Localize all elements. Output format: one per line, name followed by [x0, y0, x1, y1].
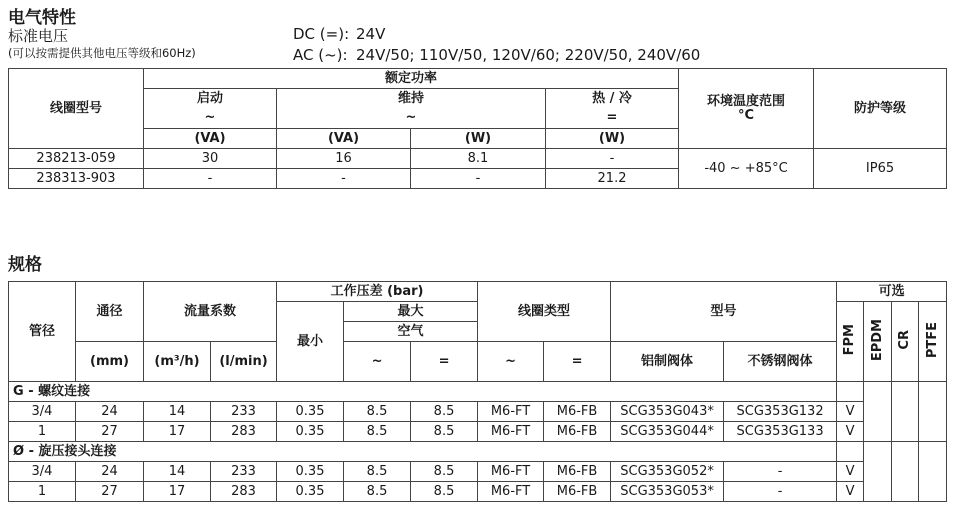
table-cell: 0.35 — [277, 462, 344, 482]
table-cell: SCG353G133 — [724, 422, 837, 442]
coil-dc-symbol: = — [544, 342, 611, 382]
rated-power-header: 额定功率 — [144, 69, 679, 89]
pipe-header: 管径 — [9, 282, 76, 382]
table-cell: - — [546, 149, 679, 169]
table-cell: - — [724, 482, 837, 502]
table-cell: 233 — [211, 402, 277, 422]
table-cell — [837, 382, 864, 402]
group-label: Ø - 旋压接头连接 — [9, 442, 837, 462]
startup-ac-symbol: ~ — [144, 109, 277, 129]
table-cell: M6-FB — [544, 482, 611, 502]
table-cell: M6-FT — [478, 422, 544, 442]
ac-label: AC (~): — [293, 46, 348, 64]
table-cell: 3/4 — [9, 462, 76, 482]
min-header: 最小 — [277, 302, 344, 382]
table-cell: 8.5 — [411, 402, 478, 422]
table-row-model: 238313-903 — [9, 169, 144, 189]
spec-title: 规格 — [8, 255, 42, 275]
electrical-title: 电气特性 — [8, 8, 76, 28]
holding-header: 维持 — [277, 89, 546, 109]
table-cell: 283 — [211, 482, 277, 502]
dc-value: 24V — [356, 25, 386, 43]
table-cell: 8.5 — [344, 402, 411, 422]
table-cell: 24 — [76, 462, 144, 482]
table-cell: 30 — [144, 149, 277, 169]
table-cell — [864, 382, 892, 442]
optional-header: 可选 — [837, 282, 947, 302]
ss-body-header: 不锈钢阀体 — [724, 342, 837, 382]
table-cell: 17 — [144, 422, 211, 442]
table-cell: 8.1 — [411, 149, 546, 169]
bore-header: 通径 — [76, 282, 144, 342]
table-cell: 8.5 — [344, 462, 411, 482]
max-dc-symbol: = — [411, 342, 478, 382]
model-header: 型号 — [611, 282, 837, 342]
table-cell: 0.35 — [277, 402, 344, 422]
table-cell: 0.35 — [277, 422, 344, 442]
table-cell: 1 — [9, 422, 76, 442]
unit-va: (VA) — [277, 129, 411, 149]
table-cell: V — [837, 462, 864, 482]
table-cell: 8.5 — [411, 422, 478, 442]
max-header: 最大 — [344, 302, 478, 322]
table-cell: - — [724, 462, 837, 482]
table-cell: SCG353G132 — [724, 402, 837, 422]
protection-value: IP65 — [814, 149, 947, 189]
table-cell: 8.5 — [411, 482, 478, 502]
table-cell: 17 — [144, 482, 211, 502]
table-cell: 233 — [211, 462, 277, 482]
epdm-header: EPDM — [864, 302, 892, 382]
table-cell: 283 — [211, 422, 277, 442]
table-cell: 1 — [9, 482, 76, 502]
table-cell: 21.2 — [546, 169, 679, 189]
ambient-value: -40 ~ +85°C — [679, 149, 814, 189]
table-cell: 14 — [144, 462, 211, 482]
table-cell: SCG353G043* — [611, 402, 724, 422]
table-cell — [892, 382, 919, 442]
hot-cold-header: 热 / 冷 — [546, 89, 679, 109]
mopd-header: 工作压差 (bar) — [277, 282, 478, 302]
table-cell: 8.5 — [411, 462, 478, 482]
unit-w: (W) — [546, 129, 679, 149]
holding-ac-symbol: ~ — [277, 109, 546, 129]
table-cell — [919, 382, 947, 442]
coil-type-header: 线圈类型 — [478, 282, 611, 342]
std-voltage-note: (可以按需提供其他电压等级和60Hz) — [8, 46, 196, 60]
table-row-model: 238213-059 — [9, 149, 144, 169]
alu-body-header: 铝制阀体 — [611, 342, 724, 382]
protection-header: 防护等级 — [814, 69, 947, 149]
table-cell: M6-FT — [478, 482, 544, 502]
air-header: 空气 — [344, 322, 478, 342]
table-cell: M6-FB — [544, 402, 611, 422]
group-label: G - 螺纹连接 — [9, 382, 837, 402]
hot-cold-dc-symbol: = — [546, 109, 679, 129]
table-cell: SCG353G052* — [611, 462, 724, 482]
dc-label: DC (=): — [293, 25, 350, 43]
table-cell: V — [837, 482, 864, 502]
table-cell: - — [277, 169, 411, 189]
table-cell — [837, 442, 864, 462]
ac-value: 24V/50; 110V/50, 120V/60; 220V/50, 240V/60 — [356, 46, 701, 64]
unit-mm: (mm) — [76, 342, 144, 382]
electrical-table — [8, 68, 947, 189]
table-cell: V — [837, 422, 864, 442]
unit-m3h: (m³/h) — [144, 342, 211, 382]
table-cell: 14 — [144, 402, 211, 422]
table-cell: M6-FB — [544, 422, 611, 442]
max-ac-symbol: ~ — [344, 342, 411, 382]
table-cell: M6-FT — [478, 462, 544, 482]
table-cell: M6-FT — [478, 402, 544, 422]
table-cell: 0.35 — [277, 482, 344, 502]
table-cell: V — [837, 402, 864, 422]
table-cell: - — [144, 169, 277, 189]
ambient-header: 环境温度范围 °C — [679, 69, 814, 149]
table-cell: - — [411, 169, 546, 189]
table-cell — [919, 442, 947, 502]
coil-model-header: 线圈型号 — [9, 69, 144, 149]
unit-lmin: (l/min) — [211, 342, 277, 382]
table-cell: 3/4 — [9, 402, 76, 422]
table-cell: M6-FB — [544, 462, 611, 482]
table-cell: SCG353G053* — [611, 482, 724, 502]
table-cell: 8.5 — [344, 482, 411, 502]
ptfe-header: PTFE — [919, 302, 947, 382]
table-cell — [864, 442, 892, 502]
spec-table — [8, 281, 947, 502]
table-cell: 27 — [76, 482, 144, 502]
table-cell: SCG353G044* — [611, 422, 724, 442]
cr-header: CR — [892, 302, 919, 382]
table-cell — [892, 442, 919, 502]
flow-header: 流量系数 — [144, 282, 277, 342]
coil-ac-symbol: ~ — [478, 342, 544, 382]
std-voltage-label: 标准电压 — [8, 27, 69, 45]
startup-header: 启动 — [144, 89, 277, 109]
table-cell: 24 — [76, 402, 144, 422]
unit-w: (W) — [411, 129, 546, 149]
table-cell: 16 — [277, 149, 411, 169]
table-cell: 27 — [76, 422, 144, 442]
unit-va: (VA) — [144, 129, 277, 149]
table-cell: 8.5 — [344, 422, 411, 442]
fpm-header: FPM — [837, 302, 864, 382]
